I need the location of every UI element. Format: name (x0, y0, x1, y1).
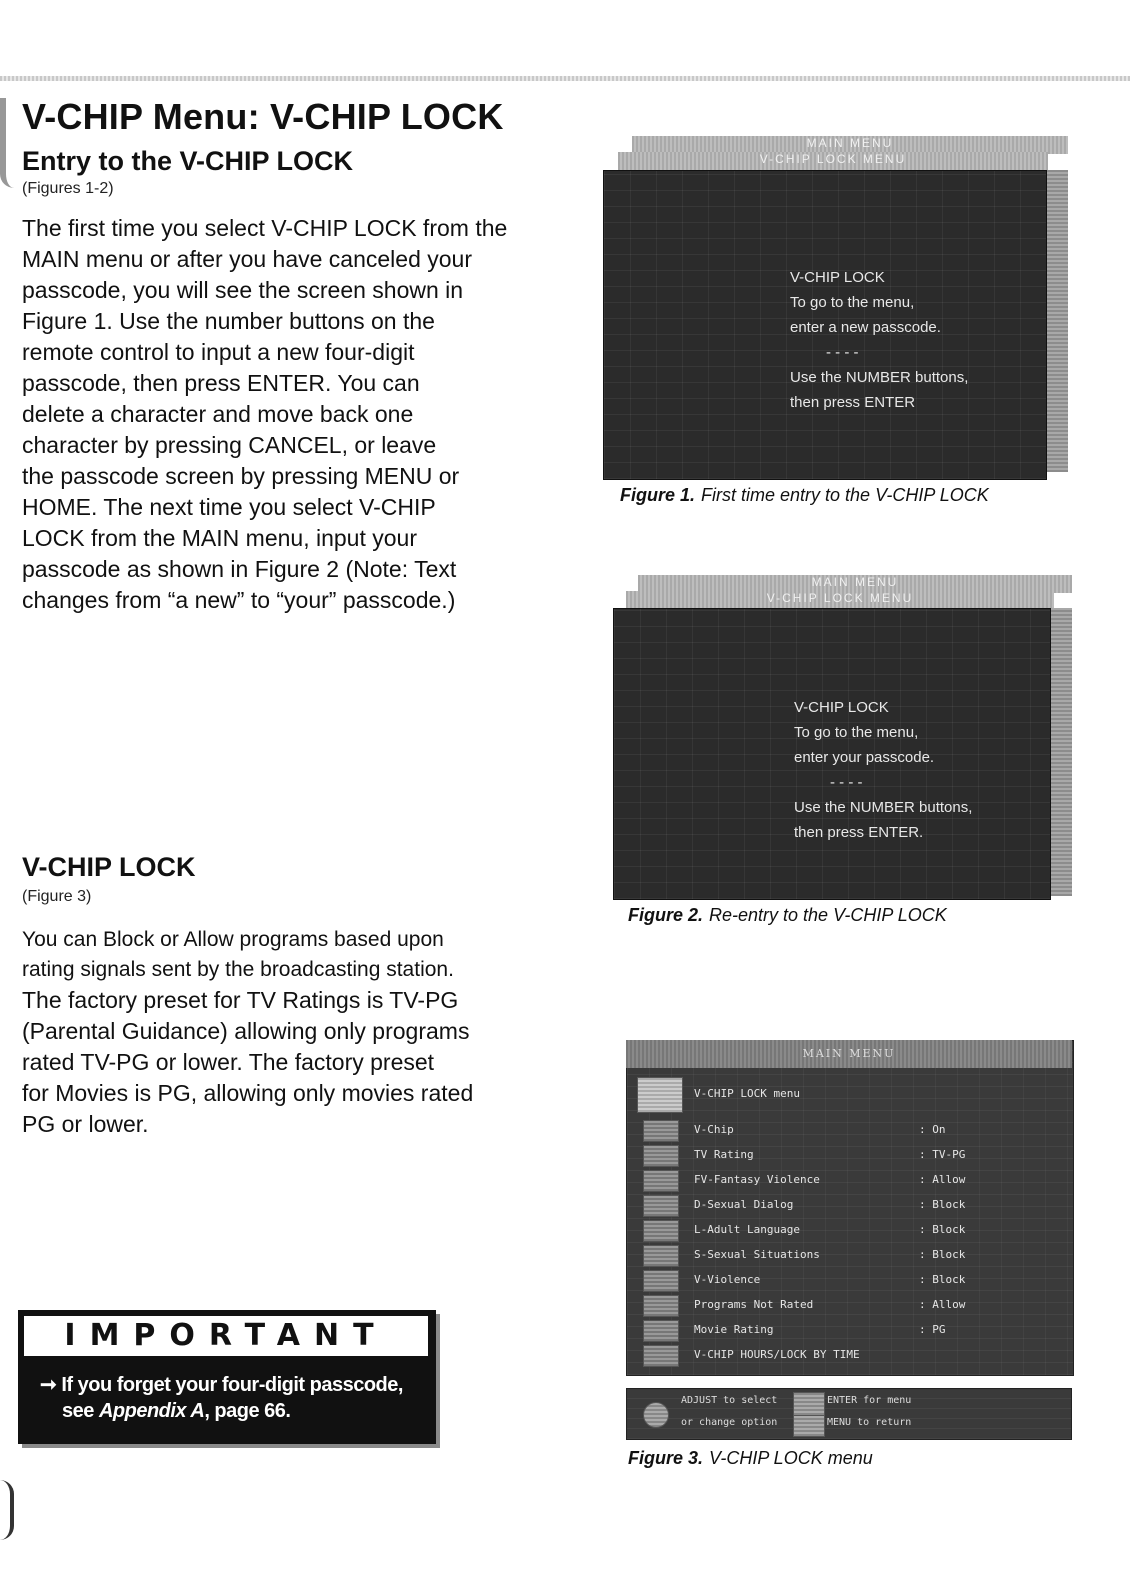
fig1-tab-sub: V-CHIP LOCK MENU (618, 152, 1048, 170)
fig1-caption-text: First time entry to the V-CHIP LOCK (701, 485, 989, 505)
screen-text-line: then press ENTER. (794, 824, 924, 841)
fig2-screen-text (794, 695, 972, 845)
fig3-caption-text: V-CHIP LOCK menu (709, 1448, 873, 1468)
menu-row[interactable] (627, 1267, 1073, 1292)
screen-text-line: Use the NUMBER buttons, (794, 799, 973, 816)
paragraph-line: delete a character and move back one (22, 401, 414, 427)
paragraph-line: MAIN menu or after you have canceled your (22, 246, 473, 272)
menu-item-value: : Block (919, 1273, 966, 1286)
fig3-caption (628, 1448, 873, 1469)
fig2-caption (628, 905, 947, 926)
lock-menu-icon (637, 1077, 683, 1113)
top-rule (0, 76, 1130, 81)
screen-text-line: - - - - (826, 344, 859, 361)
menu-item-icon (643, 1270, 679, 1292)
paragraph-line: changes from “a new” to “your” passcode.) (22, 587, 456, 613)
menu-item-icon (643, 1195, 679, 1217)
menu-row[interactable] (627, 1192, 1073, 1217)
screen-text-line: Use the NUMBER buttons, (790, 369, 969, 386)
menu-item-label: D-Sexual Dialog (694, 1198, 794, 1211)
fig3-menu-title: MAIN MENU (626, 1040, 1072, 1068)
screen-text-line: then press ENTER (790, 394, 916, 411)
fig1-screen (603, 170, 1047, 480)
menu-item-label: Movie Rating (694, 1323, 774, 1336)
paragraph-line: You can Block or Allow programs based upon (22, 928, 444, 951)
fig2-tab-main: MAIN MENU (638, 575, 1072, 593)
paragraph-line: passcode, then press ENTER. You can (22, 370, 420, 396)
section-heading-entry: Entry to the V-CHIP LOCK (22, 146, 354, 176)
footer-adjust-line-2: or change option (681, 1417, 778, 1428)
screen-text-line: enter your passcode. (794, 749, 935, 766)
menu-item-label: V-CHIP HOURS/LOCK BY TIME (694, 1348, 860, 1361)
paragraph-line: PG or lower. (22, 1111, 149, 1137)
menu-header-row[interactable] (627, 1081, 1073, 1106)
menu-item-icon (643, 1295, 679, 1317)
menu-item-icon (643, 1145, 679, 1167)
appendix-reference: Appendix A (98, 1400, 205, 1422)
menu-header-label: V-CHIP LOCK menu (694, 1087, 800, 1100)
paragraph-line: rated TV-PG or lower. The factory preset (22, 1049, 435, 1075)
paragraph-line: for Movies is PG, allowing only movies rated (22, 1080, 474, 1106)
important-line-2-prefix: see (62, 1400, 99, 1422)
menu-item-value: : PG (919, 1323, 946, 1336)
important-line-1: If you forget your four-digit passcode, (61, 1374, 403, 1396)
fig1-caption-label: Figure 1. (620, 485, 696, 505)
menu-item-label: FV-Fantasy Violence (694, 1173, 820, 1186)
menu-item-value: : On (919, 1123, 946, 1136)
screen-text-line: - - - - (830, 774, 863, 791)
menu-item-value: : Block (919, 1248, 966, 1261)
menu-item-value: : Allow (919, 1173, 966, 1186)
important-heading: IMPORTANT (22, 1314, 430, 1358)
fig1-screen-text (790, 265, 968, 415)
paragraph-line: passcode, you will see the screen shown in (22, 277, 464, 303)
fig3-menu (626, 1040, 1074, 1376)
menu-item-icon (643, 1345, 679, 1367)
fig2-tab-sub: V-CHIP LOCK MENU (626, 591, 1054, 609)
paragraph-line: LOCK from the MAIN menu, input your (22, 525, 417, 551)
menu-item-label: V-Violence (694, 1273, 761, 1286)
menu-item-icon (643, 1120, 679, 1142)
fig3-caption-label: Figure 3. (628, 1448, 704, 1468)
menu-item-label: V-Chip (694, 1123, 734, 1136)
figure-reference: (Figures 1-2) (22, 180, 114, 197)
fig1-screen-shadow (1046, 170, 1068, 472)
menu-row[interactable] (627, 1317, 1073, 1342)
menu-row[interactable] (627, 1342, 1073, 1367)
menu-row[interactable] (627, 1292, 1073, 1317)
menu-row[interactable] (627, 1217, 1073, 1242)
menu-item-label: TV Rating (694, 1148, 754, 1161)
fig2-caption-text: Re-entry to the V-CHIP LOCK (709, 905, 947, 925)
section-paragraph-lock (22, 925, 542, 1140)
menu-item-icon (643, 1245, 679, 1267)
menu-item-value: : Block (919, 1198, 966, 1211)
menu-item-icon (643, 1320, 679, 1342)
fig2-caption-label: Figure 2. (628, 905, 704, 925)
fig1-caption (620, 485, 989, 506)
paragraph-line: the passcode screen by pressing MENU or (22, 463, 460, 489)
footer-menu: MENU to return (827, 1417, 912, 1428)
paragraph-line: The factory preset for TV Ratings is TV-PG (22, 987, 459, 1013)
footer-adjust-line-1: ADJUST to select (681, 1395, 778, 1406)
important-line-2-suffix: , page 66. (204, 1400, 291, 1422)
menu-row[interactable] (627, 1242, 1073, 1267)
screen-text-line: enter a new passcode. (790, 319, 941, 336)
paragraph-line: HOME. The next time you select V-CHIP (22, 494, 436, 520)
menu-row[interactable] (627, 1167, 1073, 1192)
menu-item-icon (643, 1170, 679, 1192)
paragraph-line: character by pressing CANCEL, or leave (22, 432, 437, 458)
screen-text-line: To go to the menu, (794, 724, 919, 741)
menu-item-value: : Allow (919, 1298, 966, 1311)
menu-item-value: : Block (919, 1223, 966, 1236)
page-edge-mark (0, 1480, 14, 1540)
fig3-menu-footer (626, 1388, 1072, 1440)
page-title: V-CHIP Menu: V-CHIP LOCK (22, 96, 504, 137)
section-heading-lock: V-CHIP LOCK (22, 852, 196, 882)
paragraph-line: (Parental Guidance) allowing only programs (22, 1018, 470, 1044)
menu-row[interactable] (627, 1117, 1073, 1142)
important-note (40, 1372, 430, 1424)
figure-reference: (Figure 3) (22, 888, 92, 905)
footer-enter: ENTER for menu (827, 1395, 912, 1406)
corner-tab-mark (0, 98, 22, 188)
menu-item-label: L-Adult Language (694, 1223, 800, 1236)
screen-text-line: To go to the menu, (790, 294, 915, 311)
arrow-right-icon: ➞ (40, 1374, 57, 1396)
fig2-screen (613, 608, 1051, 900)
paragraph-line: passcode as shown in Figure 2 (Note: Text (22, 556, 457, 582)
menu-row[interactable] (627, 1142, 1073, 1167)
dpad-icon (643, 1402, 669, 1428)
section-paragraph-entry (22, 213, 542, 616)
screen-text-line: V-CHIP LOCK (794, 699, 889, 716)
enter-button-icon (793, 1392, 825, 1416)
screen-text-line: V-CHIP LOCK (790, 269, 885, 286)
paragraph-line: rating signals sent by the broadcasting station. (22, 958, 454, 981)
fig1-tab-main: MAIN MENU (632, 136, 1068, 154)
paragraph-line: remote control to input a new four-digit (22, 339, 415, 365)
menu-button-icon (793, 1415, 825, 1437)
paragraph-line: Figure 1. Use the number buttons on the (22, 308, 435, 334)
menu-item-icon (643, 1220, 679, 1242)
menu-item-value: : TV-PG (919, 1148, 966, 1161)
paragraph-line: The first time you select V-CHIP LOCK from the (22, 215, 508, 241)
fig2-screen-shadow (1050, 608, 1072, 896)
menu-item-label: Programs Not Rated (694, 1298, 814, 1311)
menu-item-label: S-Sexual Situations (694, 1248, 820, 1261)
